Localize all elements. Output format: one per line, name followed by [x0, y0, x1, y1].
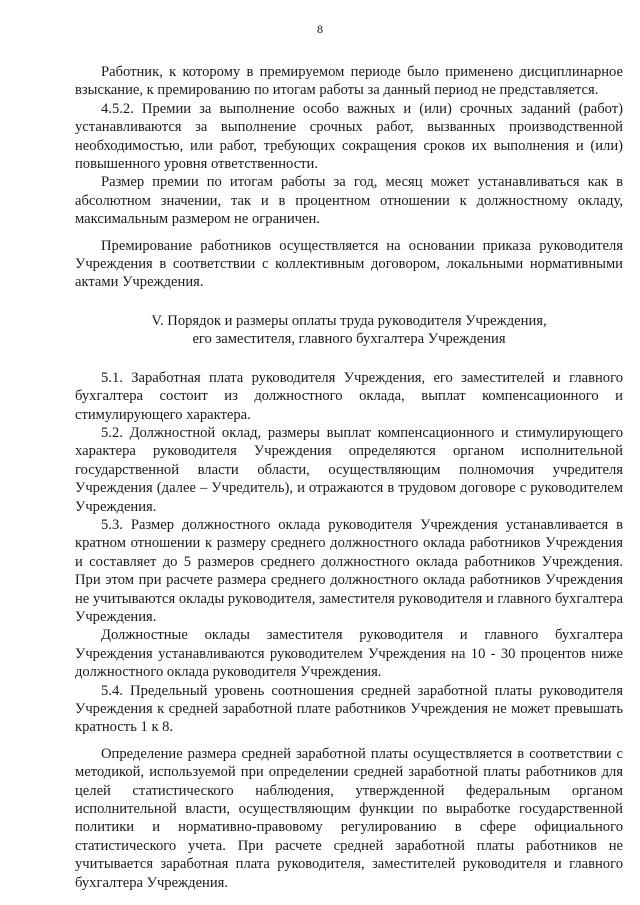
section-title-line-1: V. Порядок и размеры оплаты труда руководителя Учреждения, [151, 312, 547, 329]
paragraph-average-salary-method: Определение размера средней заработной платы осуществляется в соответствии с методикой, используемой при определении средней заработной платы работников для целей статистического наблюдения, утвержденной федеральным органом исполнительной власти, осуществляющим функции по выработке государственной политики и нормативно-правовому регулированию в сфере официального статистического учета. При расчете средней заработной платы работников не учитывается заработная плата руководителя, заместителей руководителя и главного бухгалтера Учреждения. [75, 745, 623, 891]
paragraph-5-3: 5.3. Размер должностного оклада руководителя Учреждения устанавливается в кратном отношении к размеру среднего должностного оклада работников Учреждения и составляет до 5 размеров среднего должностного оклада работников Учреждения. При этом при расчете размера среднего должностного оклада работников Учреждения не учитываются оклады руководителя, заместителя руководителя и главного бухгалтера Учреждения. [75, 516, 623, 625]
paragraph-4-5-2: 4.5.2. Премии за выполнение особо важных и (или) срочных заданий (работ) устанавливаются за выполнение срочных работ, вызванных производственной необходимостью, или работ, требующих сокращения сроков их выполнения и (или) повышенного уровня ответственности. [75, 100, 623, 173]
paragraph-bonus-basis: Премирование работников осуществляется на основании приказа руководителя Учреждения в соответствии с коллективным договором, локальными нормативными актами Учреждения. [75, 237, 623, 291]
paragraph-5-2: 5.2. Должностной оклад, размеры выплат компенсационного и стимулирующего характера руководителя Учреждения определяются органом исполнительной государственной власти области, осуществляющим полномочия учредителя Учреждения (далее – Учредитель), и отражаются в трудовом договоре с руководителем Учреждения. [75, 424, 623, 515]
document-body [75, 63, 623, 892]
section-heading [75, 312, 623, 349]
paragraph-5-1: 5.1. Заработная плата руководителя Учреждения, его заместителей и главного бухгалтера состоит из должностного оклада, выплат компенсационного и стимулирующего характера. [75, 369, 623, 423]
page-number: 8 [317, 22, 323, 36]
paragraph-disciplinary-penalty: Работник, к которому в премируемом периоде было применено дисциплинарное взыскание, к премированию по итогам работы за данный период не представляется. [75, 64, 623, 99]
paragraph-bonus-size: Размер премии по итогам работы за год, месяц может устанавливаться как в абсолютном значении, так и в процентном отношении к должностному окладу, максимальным размером не ограничен. [75, 174, 623, 228]
paragraph-deputy-salaries: Должностные оклады заместителя руководителя и главного бухгалтера Учреждения устанавливаются руководителем Учреждения на 10 - 30 процентов ниже должностного оклада руководителя Учреждения. [75, 627, 623, 681]
paragraph-5-4: 5.4. Предельный уровень соотношения средней заработной платы руководителя Учреждения к средней заработной плате работников Учреждения не может превышать кратность 1 к 8. [75, 682, 623, 736]
section-title-line-2: его заместителя, главного бухгалтера Учреждения [192, 331, 506, 348]
